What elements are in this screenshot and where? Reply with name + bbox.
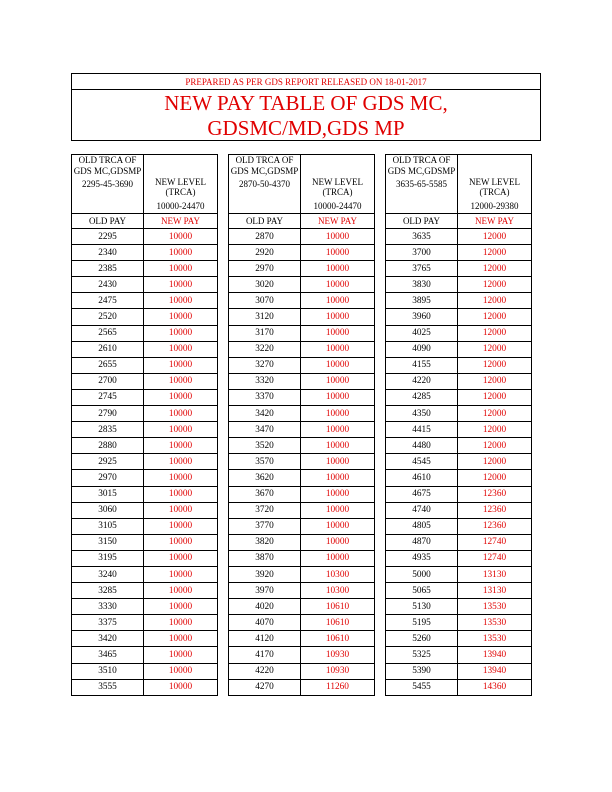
old-pay-cell: 4740 — [386, 502, 458, 518]
old-pay-cell: 5390 — [386, 663, 458, 679]
table-row — [386, 325, 532, 341]
table-row — [229, 406, 375, 422]
new-pay-cell: 10000 — [301, 325, 375, 341]
old-pay-cell: 2430 — [72, 277, 144, 293]
old-pay-cell: 3770 — [229, 518, 301, 534]
new-pay-cell: 10000 — [144, 245, 218, 261]
pay-table-3 — [385, 154, 532, 696]
table-row — [72, 647, 218, 663]
table-row — [72, 389, 218, 405]
header-box — [71, 73, 541, 141]
old-pay-cell: 3895 — [386, 293, 458, 309]
table-row — [72, 357, 218, 373]
new-pay-cell: 10000 — [301, 518, 375, 534]
old-pay-cell: 3020 — [229, 277, 301, 293]
table-row — [72, 373, 218, 389]
old-pay-cell: 3195 — [72, 550, 144, 566]
old-pay-cell: 2920 — [229, 245, 301, 261]
old-pay-cell: 3170 — [229, 325, 301, 341]
new-pay-cell: 13940 — [458, 663, 532, 679]
new-pay-cell: 10000 — [144, 631, 218, 647]
old-pay-cell: 5000 — [386, 566, 458, 582]
old-pay-cell: 3060 — [72, 502, 144, 518]
new-pay-cell: 12000 — [458, 277, 532, 293]
new-pay-cell: 12360 — [458, 486, 532, 502]
new-pay-cell: 10000 — [144, 309, 218, 325]
table-row — [229, 518, 375, 534]
new-pay-cell: 12740 — [458, 534, 532, 550]
old-pay-cell: 3620 — [229, 470, 301, 486]
new-pay-column-header: NEW PAY — [301, 214, 375, 229]
old-pay-cell: 2970 — [229, 261, 301, 277]
table-row — [386, 422, 532, 438]
new-pay-cell: 10930 — [301, 663, 375, 679]
old-pay-cell: 4220 — [229, 663, 301, 679]
table-row — [72, 293, 218, 309]
new-pay-cell: 10000 — [144, 438, 218, 454]
new-level-header-label: NEW LEVEL (TRCA) — [154, 176, 207, 197]
table-row — [386, 550, 532, 566]
old-pay-cell: 5455 — [386, 679, 458, 695]
pay-table-1 — [71, 154, 218, 696]
table-row — [72, 518, 218, 534]
new-level-range: 10000-24470 — [313, 200, 362, 211]
old-trca-header-label: OLD TRCA OF GDS MC,GDSMP — [387, 155, 456, 176]
table-row — [229, 357, 375, 373]
table-row — [386, 357, 532, 373]
new-pay-cell: 10000 — [144, 615, 218, 631]
new-pay-cell: 10300 — [301, 583, 375, 599]
new-level-range: 12000-29380 — [470, 200, 519, 211]
old-pay-cell: 4220 — [386, 373, 458, 389]
old-pay-cell: 2655 — [72, 357, 144, 373]
new-pay-cell: 12000 — [458, 357, 532, 373]
old-pay-cell: 2870 — [229, 229, 301, 245]
new-pay-cell: 13530 — [458, 615, 532, 631]
new-pay-cell: 10000 — [144, 566, 218, 582]
table-row — [386, 486, 532, 502]
old-pay-column-header: OLD PAY — [386, 214, 458, 229]
old-pay-cell: 2565 — [72, 325, 144, 341]
new-pay-cell: 12000 — [458, 438, 532, 454]
page-title-line2: GDSMC/MD,GDS MP — [207, 116, 405, 140]
old-pay-cell: 2610 — [72, 341, 144, 357]
table-row — [229, 325, 375, 341]
new-pay-cell: 10000 — [144, 357, 218, 373]
table-row — [229, 631, 375, 647]
old-pay-cell: 2475 — [72, 293, 144, 309]
table-row — [229, 309, 375, 325]
table-row — [229, 454, 375, 470]
new-pay-cell: 10930 — [301, 647, 375, 663]
new-pay-cell: 10000 — [144, 261, 218, 277]
new-pay-cell: 10000 — [301, 341, 375, 357]
table-row — [72, 438, 218, 454]
old-pay-cell: 2970 — [72, 470, 144, 486]
table-row — [229, 261, 375, 277]
table-row — [72, 534, 218, 550]
new-pay-cell: 10610 — [301, 599, 375, 615]
new-level-header-label: NEW LEVEL (TRCA) — [311, 176, 364, 197]
old-pay-cell: 4350 — [386, 406, 458, 422]
new-pay-cell: 12000 — [458, 325, 532, 341]
table-row — [229, 422, 375, 438]
old-pay-cell: 3220 — [229, 341, 301, 357]
old-pay-cell: 3375 — [72, 615, 144, 631]
new-pay-cell: 10000 — [301, 534, 375, 550]
new-pay-cell: 10000 — [301, 261, 375, 277]
old-trca-range: 2870-50-4370 — [239, 179, 290, 189]
old-pay-cell: 5130 — [386, 599, 458, 615]
table-row — [229, 502, 375, 518]
table-row — [229, 679, 375, 695]
table-row — [386, 406, 532, 422]
table-row — [229, 277, 375, 293]
page-title-line1: NEW PAY TABLE OF GDS MC, — [164, 91, 448, 115]
old-trca-header-label: OLD TRCA OF GDS MC,GDSMP — [73, 155, 142, 176]
table-row — [72, 502, 218, 518]
new-pay-cell: 10000 — [144, 518, 218, 534]
table-row — [229, 470, 375, 486]
new-pay-cell: 10000 — [144, 550, 218, 566]
table-row — [386, 438, 532, 454]
new-pay-cell: 10300 — [301, 566, 375, 582]
new-level-header — [144, 155, 218, 214]
new-pay-cell: 10000 — [144, 534, 218, 550]
old-pay-cell: 5325 — [386, 647, 458, 663]
old-pay-cell: 3670 — [229, 486, 301, 502]
new-pay-cell: 10000 — [144, 293, 218, 309]
table-row — [72, 325, 218, 341]
table-row — [386, 261, 532, 277]
new-pay-cell: 12000 — [458, 309, 532, 325]
old-pay-cell: 3370 — [229, 389, 301, 405]
new-pay-cell: 12000 — [458, 406, 532, 422]
old-pay-cell: 3330 — [72, 599, 144, 615]
table-row — [386, 518, 532, 534]
old-pay-cell: 2295 — [72, 229, 144, 245]
old-pay-cell: 2880 — [72, 438, 144, 454]
old-pay-cell: 3270 — [229, 357, 301, 373]
old-pay-cell: 2925 — [72, 454, 144, 470]
table-row — [72, 583, 218, 599]
new-pay-cell: 10000 — [144, 373, 218, 389]
old-pay-cell: 4090 — [386, 341, 458, 357]
new-pay-cell: 13530 — [458, 599, 532, 615]
new-pay-cell: 10000 — [301, 293, 375, 309]
table-row — [229, 566, 375, 582]
old-pay-cell: 3150 — [72, 534, 144, 550]
new-pay-cell: 12740 — [458, 550, 532, 566]
old-pay-cell: 3765 — [386, 261, 458, 277]
table-row — [229, 341, 375, 357]
table-row — [229, 599, 375, 615]
old-pay-cell: 3285 — [72, 583, 144, 599]
old-pay-cell: 3700 — [386, 245, 458, 261]
old-trca-range: 3635-65-5585 — [396, 179, 447, 189]
table-row — [72, 566, 218, 582]
old-pay-cell: 3820 — [229, 534, 301, 550]
old-pay-cell: 3105 — [72, 518, 144, 534]
new-pay-cell: 10000 — [144, 341, 218, 357]
table-row — [72, 550, 218, 566]
new-pay-cell: 12000 — [458, 454, 532, 470]
table-row — [229, 373, 375, 389]
table-row — [229, 647, 375, 663]
new-pay-cell: 10000 — [301, 389, 375, 405]
old-pay-cell: 3510 — [72, 663, 144, 679]
old-pay-cell: 3240 — [72, 566, 144, 582]
table-row — [386, 229, 532, 245]
table-row — [229, 293, 375, 309]
new-pay-cell: 10000 — [301, 502, 375, 518]
table-row — [72, 277, 218, 293]
new-pay-cell: 12000 — [458, 245, 532, 261]
old-pay-cell: 2520 — [72, 309, 144, 325]
new-pay-cell: 10000 — [301, 486, 375, 502]
old-pay-cell: 4545 — [386, 454, 458, 470]
table-row — [386, 454, 532, 470]
new-pay-cell: 10000 — [144, 502, 218, 518]
new-pay-cell: 10000 — [301, 229, 375, 245]
table-row — [72, 261, 218, 277]
new-pay-column-header: NEW PAY — [458, 214, 532, 229]
table-row — [72, 309, 218, 325]
new-pay-cell: 13130 — [458, 566, 532, 582]
old-pay-cell: 3635 — [386, 229, 458, 245]
table-row — [229, 438, 375, 454]
table-row — [386, 583, 532, 599]
old-pay-cell: 3570 — [229, 454, 301, 470]
new-pay-cell: 10000 — [144, 647, 218, 663]
old-pay-cell: 4675 — [386, 486, 458, 502]
old-pay-cell: 3960 — [386, 309, 458, 325]
old-pay-cell: 2340 — [72, 245, 144, 261]
table-row — [72, 631, 218, 647]
new-pay-cell: 12000 — [458, 341, 532, 357]
old-pay-column-header: OLD PAY — [72, 214, 144, 229]
table-row — [229, 663, 375, 679]
table-row — [72, 663, 218, 679]
new-pay-cell: 10000 — [144, 389, 218, 405]
new-pay-cell: 12000 — [458, 229, 532, 245]
old-pay-cell: 3070 — [229, 293, 301, 309]
old-pay-cell: 4285 — [386, 389, 458, 405]
new-pay-cell: 10000 — [144, 422, 218, 438]
old-pay-cell: 3830 — [386, 277, 458, 293]
new-pay-cell: 12000 — [458, 422, 532, 438]
old-pay-cell: 4610 — [386, 470, 458, 486]
table-row — [229, 389, 375, 405]
new-pay-cell: 10000 — [301, 309, 375, 325]
new-pay-cell: 10000 — [301, 357, 375, 373]
new-pay-cell: 10000 — [301, 406, 375, 422]
table-row — [72, 406, 218, 422]
old-pay-cell: 4070 — [229, 615, 301, 631]
old-pay-cell: 2385 — [72, 261, 144, 277]
new-pay-cell: 10000 — [144, 470, 218, 486]
table-row — [386, 647, 532, 663]
new-pay-cell: 10610 — [301, 631, 375, 647]
table-row — [386, 631, 532, 647]
old-pay-cell: 3870 — [229, 550, 301, 566]
new-pay-cell: 10000 — [301, 245, 375, 261]
new-pay-cell: 10000 — [144, 406, 218, 422]
prepared-note: PREPARED AS PER GDS REPORT RELEASED ON 18-01-2017 — [72, 75, 540, 90]
new-pay-cell: 12360 — [458, 502, 532, 518]
new-pay-cell: 10610 — [301, 615, 375, 631]
new-pay-cell: 12000 — [458, 373, 532, 389]
old-pay-cell: 4170 — [229, 647, 301, 663]
table-row — [229, 486, 375, 502]
table-row — [72, 229, 218, 245]
new-pay-cell: 12000 — [458, 389, 532, 405]
old-pay-cell: 3555 — [72, 679, 144, 695]
new-pay-cell: 10000 — [144, 325, 218, 341]
table-row — [72, 341, 218, 357]
pay-table-2 — [228, 154, 375, 696]
old-pay-cell: 4120 — [229, 631, 301, 647]
table-row — [386, 663, 532, 679]
new-pay-cell: 13940 — [458, 647, 532, 663]
new-level-header — [458, 155, 532, 214]
new-pay-cell: 10000 — [301, 422, 375, 438]
table-row — [72, 454, 218, 470]
new-pay-cell: 10000 — [301, 438, 375, 454]
old-pay-cell: 3465 — [72, 647, 144, 663]
table-row — [386, 502, 532, 518]
new-level-header — [301, 155, 375, 214]
old-pay-cell: 4025 — [386, 325, 458, 341]
old-pay-cell: 4805 — [386, 518, 458, 534]
old-pay-cell: 3320 — [229, 373, 301, 389]
new-pay-cell: 12360 — [458, 518, 532, 534]
old-pay-cell: 4935 — [386, 550, 458, 566]
table-row — [72, 470, 218, 486]
old-pay-cell: 2835 — [72, 422, 144, 438]
new-pay-cell: 12000 — [458, 293, 532, 309]
new-pay-cell: 10000 — [144, 679, 218, 695]
old-trca-range: 2295-45-3690 — [82, 179, 133, 189]
table-row — [386, 245, 532, 261]
table-row — [386, 566, 532, 582]
table-row — [386, 277, 532, 293]
new-pay-cell: 10000 — [144, 599, 218, 615]
old-pay-cell: 4020 — [229, 599, 301, 615]
table-row — [229, 550, 375, 566]
new-pay-cell: 12000 — [458, 261, 532, 277]
table-row — [229, 615, 375, 631]
old-pay-cell: 2790 — [72, 406, 144, 422]
old-pay-column-header: OLD PAY — [229, 214, 301, 229]
old-pay-cell: 2700 — [72, 373, 144, 389]
table-row — [229, 245, 375, 261]
new-pay-cell: 10000 — [301, 470, 375, 486]
table-row — [72, 679, 218, 695]
new-pay-cell: 14360 — [458, 679, 532, 695]
new-pay-cell: 10000 — [144, 663, 218, 679]
old-pay-cell: 3470 — [229, 422, 301, 438]
table-row — [386, 679, 532, 695]
table-row — [386, 293, 532, 309]
old-pay-cell: 4870 — [386, 534, 458, 550]
new-pay-cell: 10000 — [144, 454, 218, 470]
old-pay-cell: 3970 — [229, 583, 301, 599]
new-pay-cell: 13130 — [458, 583, 532, 599]
new-level-header-label: NEW LEVEL (TRCA) — [468, 176, 521, 197]
old-pay-cell: 3920 — [229, 566, 301, 582]
old-pay-cell: 4270 — [229, 679, 301, 695]
new-pay-cell: 10000 — [144, 583, 218, 599]
old-pay-cell: 5065 — [386, 583, 458, 599]
table-row — [72, 486, 218, 502]
table-row — [386, 470, 532, 486]
new-pay-cell: 10000 — [301, 454, 375, 470]
old-pay-cell: 3520 — [229, 438, 301, 454]
old-pay-cell: 4155 — [386, 357, 458, 373]
old-pay-cell: 3120 — [229, 309, 301, 325]
new-pay-cell: 10000 — [144, 229, 218, 245]
new-pay-cell: 10000 — [301, 277, 375, 293]
old-pay-cell: 5260 — [386, 631, 458, 647]
table-row — [72, 422, 218, 438]
old-pay-cell: 3420 — [72, 631, 144, 647]
new-pay-column-header: NEW PAY — [144, 214, 218, 229]
table-row — [386, 599, 532, 615]
table-row — [386, 309, 532, 325]
table-row — [229, 229, 375, 245]
new-pay-cell: 10000 — [144, 486, 218, 502]
new-pay-cell: 13530 — [458, 631, 532, 647]
old-pay-cell: 4480 — [386, 438, 458, 454]
table-row — [386, 615, 532, 631]
old-pay-cell: 5195 — [386, 615, 458, 631]
old-trca-header-label: OLD TRCA OF GDS MC,GDSMP — [230, 155, 299, 176]
new-pay-cell: 10000 — [301, 373, 375, 389]
table-row — [386, 389, 532, 405]
old-pay-cell: 3015 — [72, 486, 144, 502]
old-pay-cell: 2745 — [72, 389, 144, 405]
new-level-range: 10000-24470 — [156, 200, 205, 211]
table-row — [72, 245, 218, 261]
new-pay-cell: 10000 — [144, 277, 218, 293]
new-pay-cell: 10000 — [301, 550, 375, 566]
old-pay-cell: 3420 — [229, 406, 301, 422]
old-trca-header — [72, 155, 144, 214]
old-pay-cell: 4415 — [386, 422, 458, 438]
old-trca-header — [229, 155, 301, 214]
table-row — [386, 373, 532, 389]
new-pay-cell: 12000 — [458, 470, 532, 486]
old-trca-header — [386, 155, 458, 214]
table-row — [72, 615, 218, 631]
new-pay-cell: 11260 — [301, 679, 375, 695]
table-row — [72, 599, 218, 615]
table-row — [386, 341, 532, 357]
old-pay-cell: 3720 — [229, 502, 301, 518]
table-row — [229, 583, 375, 599]
table-row — [229, 534, 375, 550]
table-row — [386, 534, 532, 550]
